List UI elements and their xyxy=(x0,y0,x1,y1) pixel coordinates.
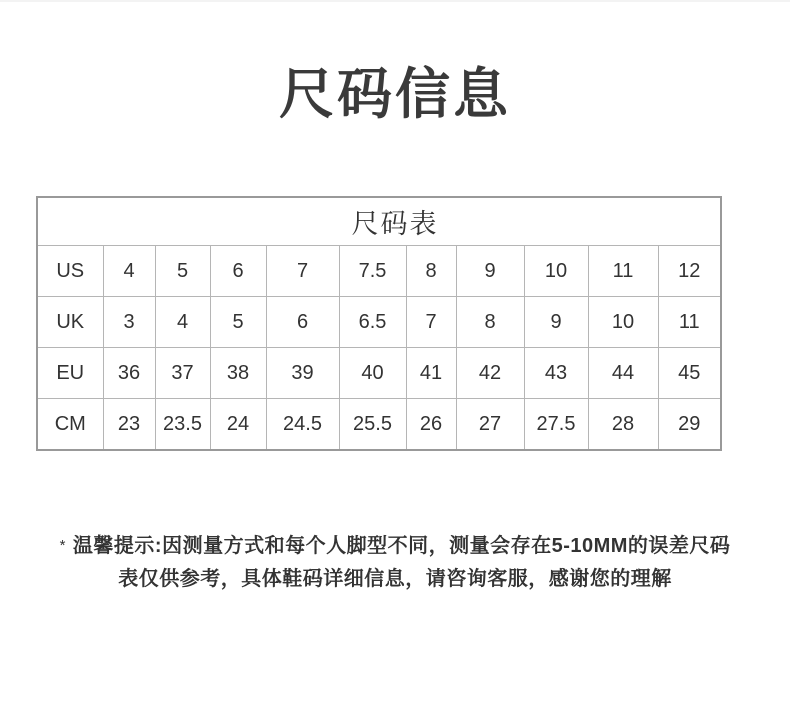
size-cell: 29 xyxy=(658,399,721,451)
size-cell: 5 xyxy=(210,297,266,348)
size-cell: 23 xyxy=(103,399,155,451)
size-cell: 44 xyxy=(588,348,658,399)
size-cell: 4 xyxy=(103,246,155,297)
size-cell: 37 xyxy=(155,348,210,399)
size-cell: 40 xyxy=(339,348,406,399)
size-cell: 6.5 xyxy=(339,297,406,348)
size-cell: 11 xyxy=(588,246,658,297)
size-cell: 10 xyxy=(524,246,588,297)
note-line-1-text: 温馨提示:因测量方式和每个人脚型不同，测量会存在5-10MM的误差尺码 xyxy=(72,535,731,557)
size-cell: 7.5 xyxy=(339,246,406,297)
size-cell: 39 xyxy=(266,348,339,399)
table-header-row xyxy=(37,197,721,246)
row-label: UK xyxy=(37,297,103,348)
size-cell: 24 xyxy=(210,399,266,451)
size-cell: 11 xyxy=(658,297,721,348)
row-label: EU xyxy=(37,348,103,399)
table-row xyxy=(37,348,721,399)
size-cell: 38 xyxy=(210,348,266,399)
size-cell: 28 xyxy=(588,399,658,451)
page-title: 尺码信息 xyxy=(278,63,511,125)
size-cell: 23.5 xyxy=(155,399,210,451)
size-cell: 7 xyxy=(406,297,456,348)
size-cell: 12 xyxy=(658,246,721,297)
row-label: CM xyxy=(37,399,103,451)
top-divider xyxy=(0,0,790,2)
size-cell: 4 xyxy=(155,297,210,348)
size-cell: 24.5 xyxy=(266,399,339,451)
note-line-1 xyxy=(0,529,790,563)
size-table-body xyxy=(37,246,721,451)
size-cell: 8 xyxy=(456,297,524,348)
size-cell: 6 xyxy=(210,246,266,297)
size-cell: 41 xyxy=(406,348,456,399)
size-cell: 9 xyxy=(524,297,588,348)
row-label: US xyxy=(37,246,103,297)
size-note xyxy=(0,529,790,596)
size-table xyxy=(36,196,722,451)
size-cell: 6 xyxy=(266,297,339,348)
table-row xyxy=(37,399,721,451)
asterisk-marker: * xyxy=(59,537,66,554)
size-cell: 5 xyxy=(155,246,210,297)
size-table-title: 尺码表 xyxy=(37,197,721,246)
size-cell: 8 xyxy=(406,246,456,297)
size-cell: 36 xyxy=(103,348,155,399)
size-cell: 45 xyxy=(658,348,721,399)
size-cell: 9 xyxy=(456,246,524,297)
size-cell: 25.5 xyxy=(339,399,406,451)
size-cell: 43 xyxy=(524,348,588,399)
size-cell: 26 xyxy=(406,399,456,451)
size-cell: 27.5 xyxy=(524,399,588,451)
size-cell: 42 xyxy=(456,348,524,399)
size-cell: 10 xyxy=(588,297,658,348)
note-line-2: 表仅供参考，具体鞋码详细信息，请咨询客服，感谢您的理解 xyxy=(118,568,672,590)
table-row xyxy=(37,297,721,348)
size-cell: 3 xyxy=(103,297,155,348)
size-cell: 7 xyxy=(266,246,339,297)
size-cell: 27 xyxy=(456,399,524,451)
table-row xyxy=(37,246,721,297)
